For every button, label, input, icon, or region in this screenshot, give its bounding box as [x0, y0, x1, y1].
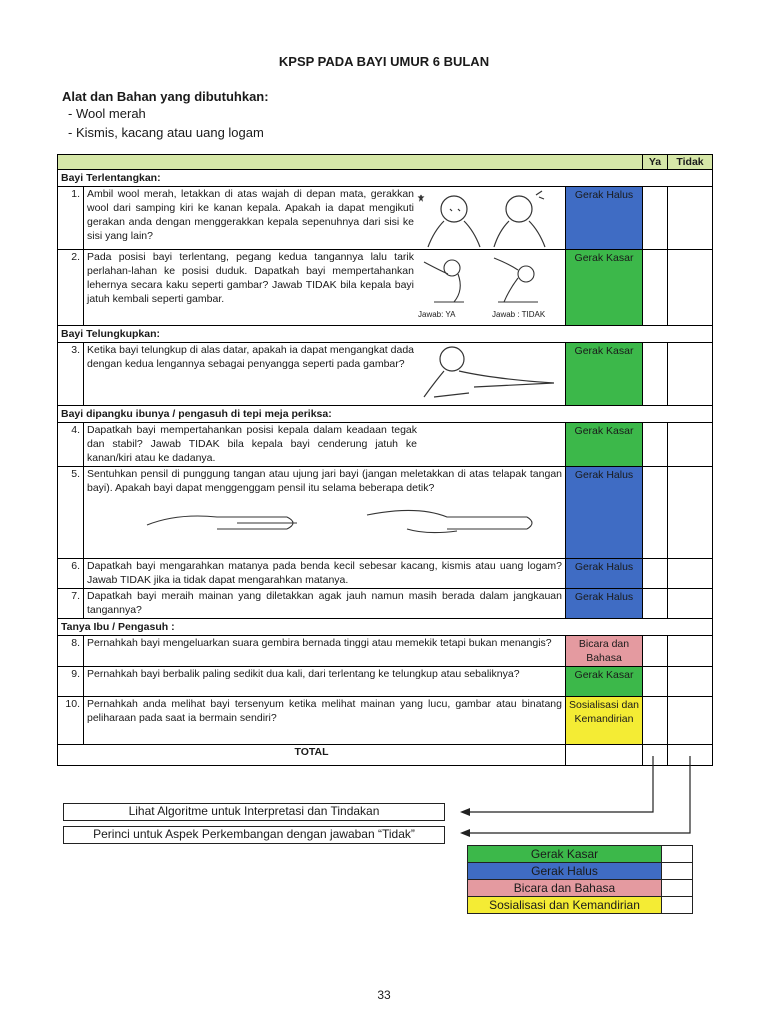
- question-number: 6.: [58, 559, 84, 589]
- page-title: KPSP PADA BAYI UMUR 6 BULAN: [278, 54, 490, 69]
- legend-gerak-kasar: Gerak Kasar: [468, 846, 662, 863]
- algorithm-instruction-box: Lihat Algoritme untuk Interpretasi dan Tindakan: [63, 803, 445, 821]
- col-ya-header: Ya: [643, 155, 668, 170]
- question-text: Dapatkah bayi mempertahankan posisi kepala dalam keadaan tegak dan stabil? Jawab TIDAK bila kepala bayi cenderung jatuh ke kanan/kiri atau ke dadanya.: [87, 424, 417, 464]
- question-number: 10.: [58, 697, 84, 745]
- legend-value-cell[interactable]: [662, 897, 693, 914]
- question-number: 9.: [58, 667, 84, 697]
- aspect-legend: [467, 845, 693, 914]
- material-item-coins: - Kismis, kacang atau uang logam: [68, 125, 264, 140]
- materials-heading: Alat dan Bahan yang dibutuhkan:: [62, 89, 269, 104]
- aspect-gerak-kasar: Gerak Kasar: [566, 250, 643, 326]
- detail-instruction-box: Perinci untuk Aspek Perkembangan dengan jawaban “Tidak”: [63, 826, 445, 844]
- aspect-sosialisasi: Sosialisasi dan Kemandirian: [566, 697, 643, 745]
- total-label: TOTAL: [58, 745, 566, 766]
- legend-value-cell[interactable]: [662, 846, 693, 863]
- legend-value-cell[interactable]: [662, 863, 693, 880]
- section-terlentang: Bayi Terlentangkan:: [58, 170, 713, 187]
- aspect-gerak-halus: Gerak Halus: [566, 187, 643, 250]
- aspect-gerak-kasar: Gerak Kasar: [566, 667, 643, 697]
- aspect-gerak-halus: Gerak Halus: [566, 467, 643, 559]
- image-caption-tidak: Jawab : TIDAK: [492, 310, 546, 319]
- aspect-gerak-halus: Gerak Halus: [566, 589, 643, 619]
- question-text: Dapatkah bayi meraih mainan yang diletakkan agak jauh namun masih berada dalam jangkauan tangannya?: [84, 589, 566, 619]
- legend-bicara-bahasa: Bicara dan Bahasa: [468, 880, 662, 897]
- arrow-head-icon: [460, 808, 470, 816]
- section-tanya-ibu: Tanya Ibu / Pengasuh :: [58, 619, 713, 636]
- section-dipangku: Bayi dipangku ibunya / pengasuh di tepi meja periksa:: [58, 406, 713, 423]
- section-telungkup: Bayi Telungkupkan:: [58, 326, 713, 343]
- question-number: 7.: [58, 589, 84, 619]
- question-text: Ambil wool merah, letakkan di atas wajah di depan mata, gerakkan wool dari samping kiri ke kanan kepala. Apakah ia dapat mengikuti gerakan anda dengan menggerakkan kepala sepenuhnya dari sisi ke sisi yang lain?: [87, 188, 414, 242]
- question-text: Ketika bayi telungkup di alas datar, apakah ia dapat mengangkat dada dengan kedua lengannya sebagai penyangga seperti pada gambar?: [87, 344, 414, 370]
- material-item-wool: - Wool merah: [68, 106, 146, 121]
- question-number: 2.: [58, 250, 84, 326]
- legend-value-cell[interactable]: [662, 880, 693, 897]
- legend-gerak-halus: Gerak Halus: [468, 863, 662, 880]
- aspect-gerak-kasar: Gerak Kasar: [566, 343, 643, 406]
- question-number: 8.: [58, 636, 84, 667]
- image-caption-ya: Jawab: YA: [418, 310, 456, 319]
- question-text: Dapatkah bayi mengarahkan matanya pada benda kecil sebesar kacang, kismis atau uang logam? Jawab TIDAK jika ia tidak dapat mengarahkan matanya.: [84, 559, 566, 589]
- aspect-gerak-kasar: Gerak Kasar: [566, 423, 643, 467]
- question-number: 4.: [58, 423, 84, 467]
- legend-sosialisasi: Sosialisasi dan Kemandirian: [468, 897, 662, 914]
- col-tidak-header: Tidak: [668, 155, 713, 170]
- question-number: 5.: [58, 467, 84, 559]
- aspect-gerak-halus: Gerak Halus: [566, 559, 643, 589]
- question-text: Pernahkah anda melihat bayi tersenyum ketika melihat mainan yang lucu, gambar atau binatang peliharaan pada saat ia bermain sendiri?: [84, 697, 566, 745]
- question-number: 3.: [58, 343, 84, 406]
- question-number: 1.: [58, 187, 84, 250]
- question-text: Pada posisi bayi terlentang, pegang kedua tangannya lalu tarik perlahan-lahan ke posisi duduk. Dapatkah bayi mempertahankan lehernya secara kaku seperti gambar? Jawab TIDAK bila kepala bayi jatuh kembali seperti gambar.: [87, 251, 414, 305]
- question-text: Pernahkah bayi mengeluarkan suara gembira bernada tinggi atau memekik tetapi bukan menangis?: [84, 636, 566, 667]
- page-number: 33: [377, 988, 391, 1002]
- question-text: Sentuhkan pensil di punggung tangan atau ujung jari bayi (jangan meletakkan di atas telapak tangan bayi). Apakah bayi dapat menggenggam pensil itu selama beberapa detik?: [87, 468, 562, 494]
- question-text: Pernahkah bayi berbalik paling sedikit dua kali, dari terlentang ke telungkup atau sebaliknya?: [84, 667, 566, 697]
- arrow-head-icon: [460, 829, 470, 837]
- aspect-bicara-bahasa: Bicara dan Bahasa: [566, 636, 643, 667]
